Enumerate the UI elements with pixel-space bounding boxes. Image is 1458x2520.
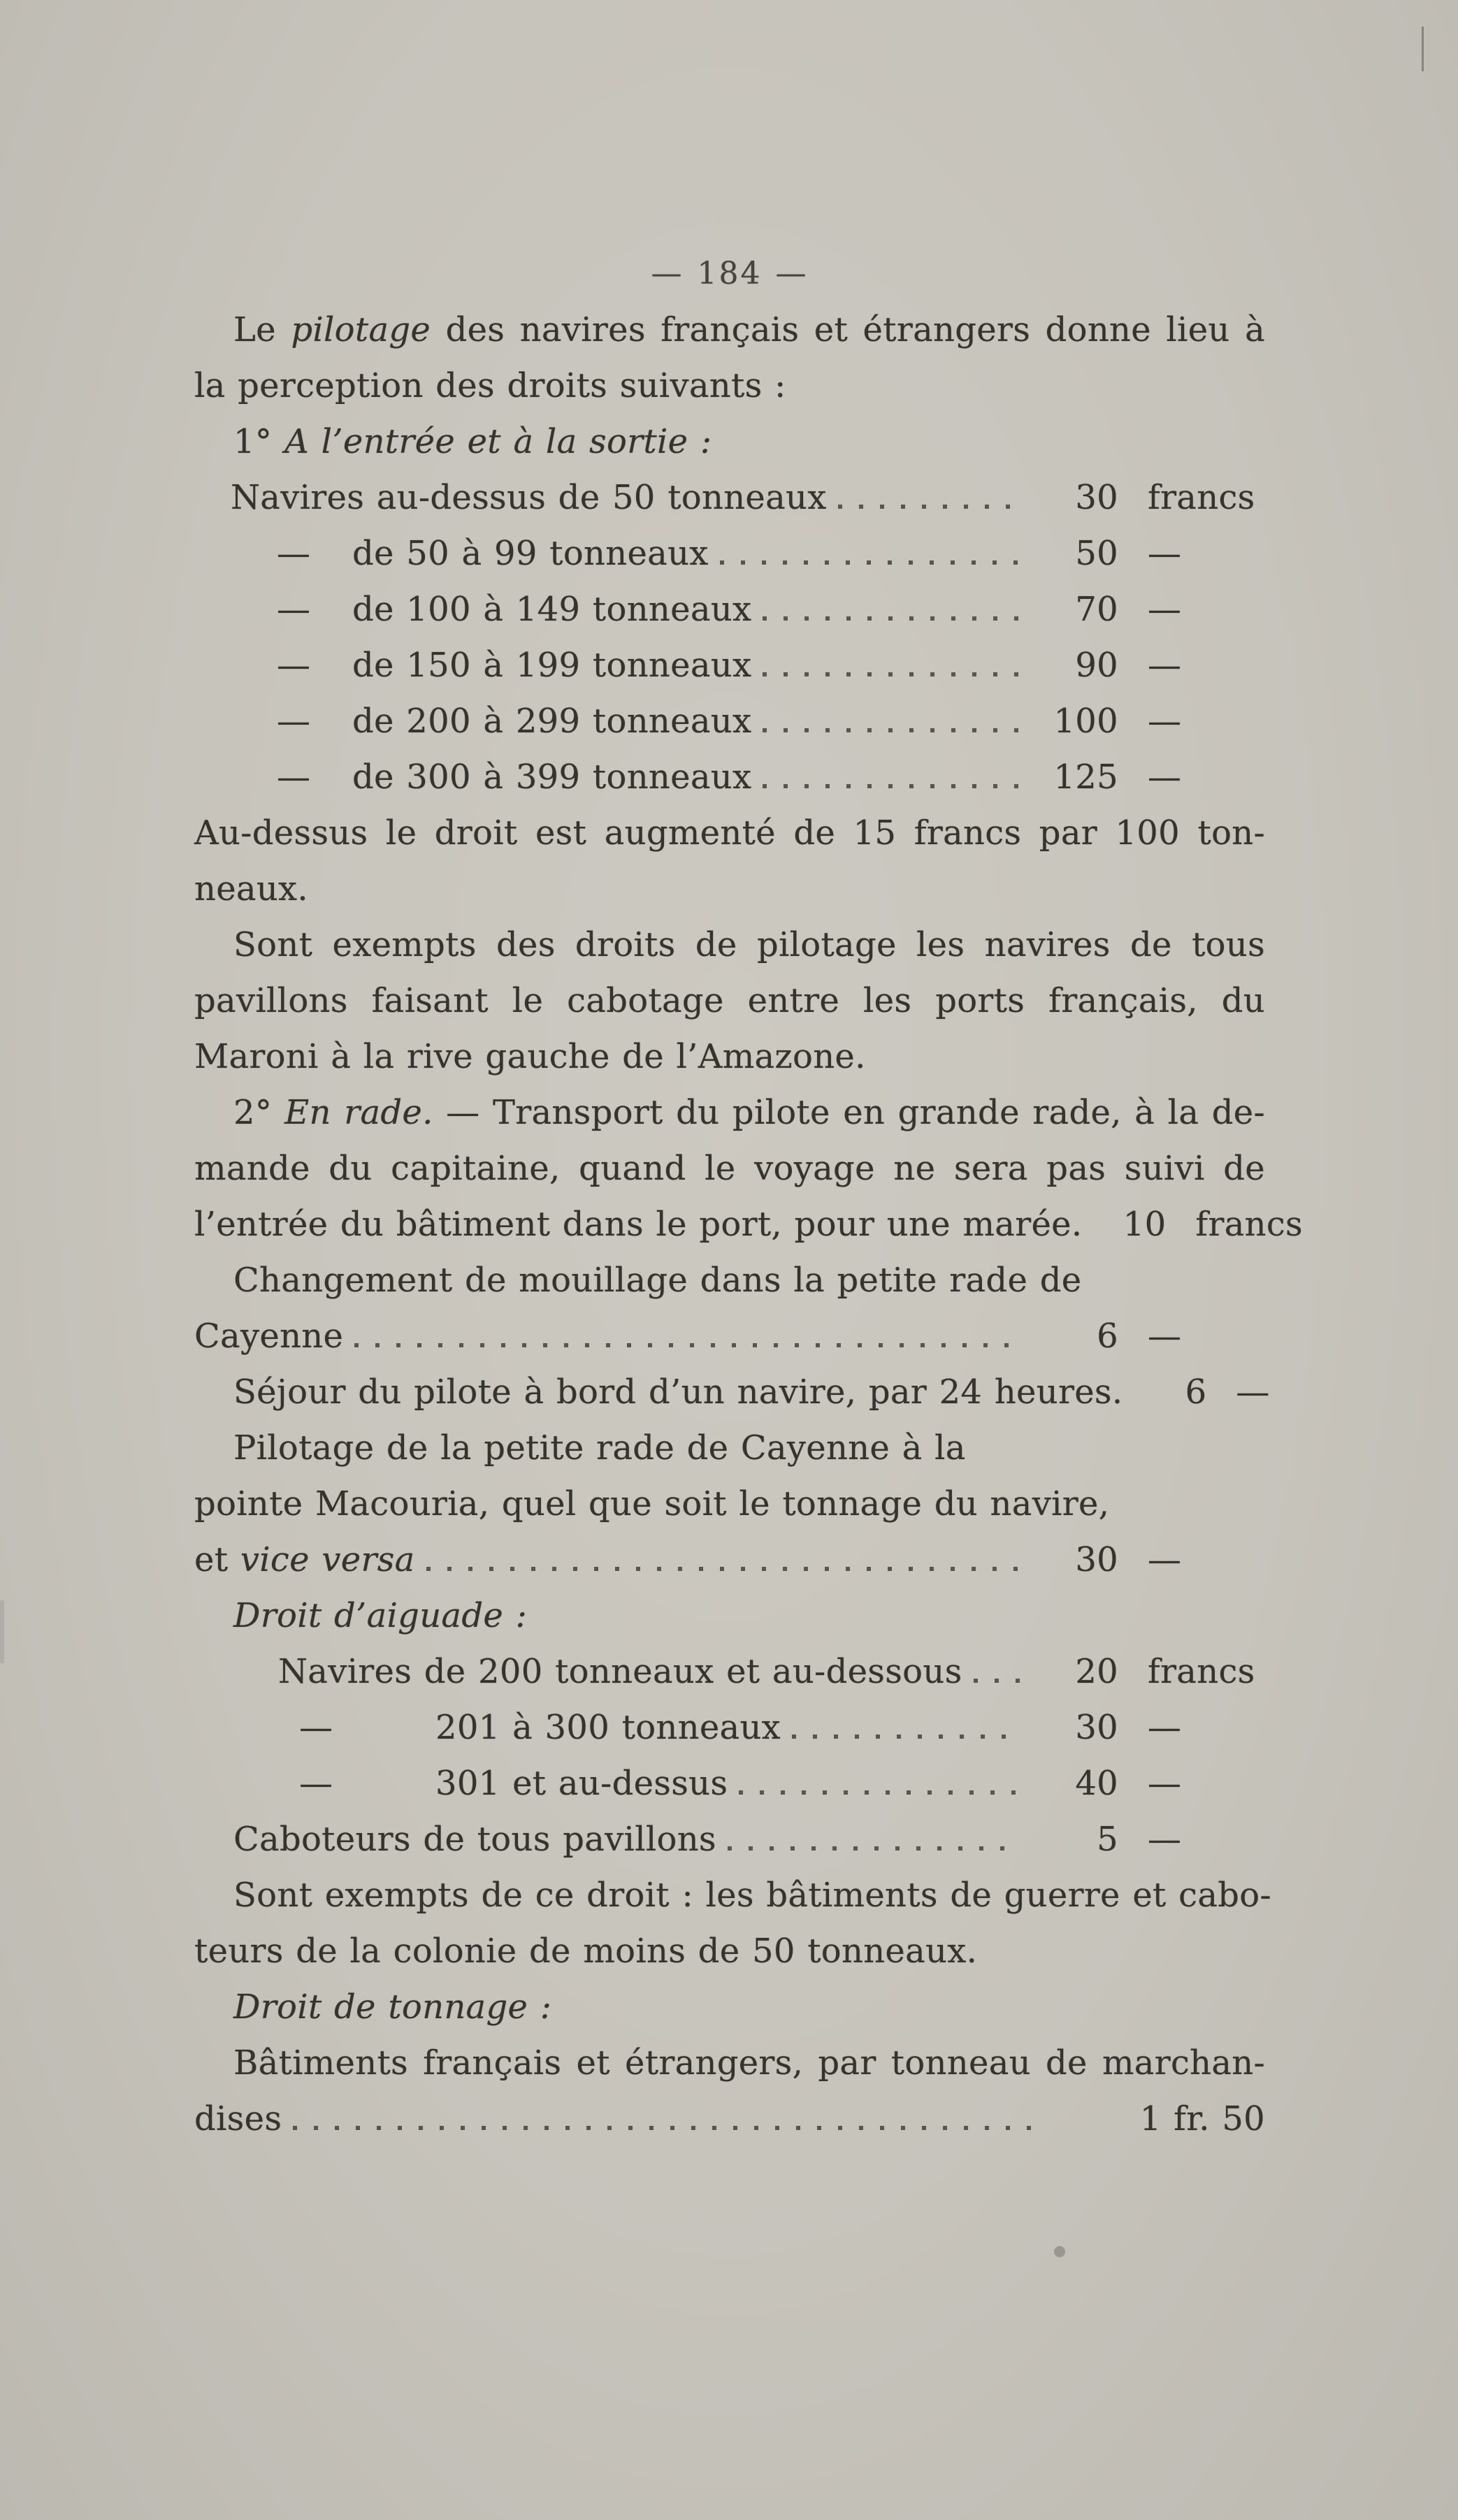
mouillage-line-1: Changement de mouillage dans la petite rade de [233,1261,1082,1300]
dot-leader [426,1567,1020,1571]
en-rade-line-2: mande du capitaine, quand le voyage ne sera pas suivi de [194,1149,1265,1188]
row-unit: — [1148,702,1182,741]
en-rade-paragraph [194,1085,1303,1252]
italic-term-vice-versa: vice versa [240,1540,415,1579]
table-row [278,1644,1265,1700]
row-unit: — [1148,1820,1182,1859]
intro-paragraph [194,302,1265,414]
row-label: de 150 à 199 tonneaux [352,646,752,685]
row-unit: — [1148,758,1182,797]
en-rade-line-1 [194,1085,1265,1140]
row-unit: francs [1148,1652,1255,1691]
row-value: 30 [1075,478,1118,517]
scan-artifact-line [1422,27,1424,71]
row-label: dises [194,2099,282,2138]
row-value: 125 [1053,758,1118,797]
pilotage-exemption-paragraph [194,917,1265,1085]
row-label: Navires de 200 tonneaux et au-dessous [278,1652,962,1691]
table-row [277,693,1265,749]
surcharge-paragraph [194,805,1265,917]
row-value: 6 [1185,1373,1207,1412]
section2-number: 2° [233,1093,273,1132]
row-value: 5 [1097,1820,1118,1859]
row-value: 70 [1075,590,1118,629]
section1-heading [194,414,1265,470]
row-label: Navires au-dessus de 50 tonneaux [231,478,827,517]
dot-leader [720,560,1020,565]
mouillage-amount-line [194,1308,1265,1364]
aiguade-heading-text: Droit d’aiguade : [233,1596,528,1635]
intro-text-a: Le [233,310,291,349]
row-label: de 300 à 399 tonneaux [352,758,752,797]
surcharge-line-2: neaux. [194,869,308,908]
intro-line-2: la perception des droits suivants : [194,366,786,405]
sejour-line [194,1364,1270,1420]
surcharge-line-1: Au-dessus le droit est augmenté de 15 francs par 100 ton- [194,813,1265,853]
tonnage-paragraph [194,2035,1265,2147]
macouria-text: et [194,1540,240,1579]
page-number: — 184 — [651,256,809,291]
en-rade-text: — Transport du pilote en grande rade, à la de- [433,1093,1265,1132]
en-rade-amount-line [194,1196,1303,1252]
row-label: Séjour du pilote à bord d’un navire, par 24 heures. [233,1373,1123,1412]
dot-leader [838,505,1020,509]
row-value: 10 [1123,1205,1167,1244]
row-label: de 50 à 99 tonneaux [352,534,709,573]
exemption1-line-3: Maroni à la rive gauche de l’Amazone. [194,1037,866,1076]
macouria-amount-line [194,1532,1265,1588]
row-dash: — [277,702,311,741]
table-row [277,526,1265,581]
row-value: 40 [1075,1764,1118,1803]
table-row [277,637,1265,693]
row-unit: francs [1195,1205,1303,1244]
row-value: 30 [1075,1708,1118,1747]
scan-artifact-smudge [0,1600,4,1663]
row-unit: — [1148,1317,1182,1356]
table-row [231,470,1265,526]
dot-leader [354,1343,1020,1347]
row-value: 30 [1075,1540,1118,1579]
dot-leader [974,1679,1020,1683]
macouria-line-1: Pilotage de la petite rade de Cayenne à la [233,1428,966,1468]
scan-artifact-dot [1054,2246,1065,2257]
exemption2-line-2: teurs de la colonie de moins de 50 tonneaux. [194,1932,978,1971]
row-label: de 200 à 299 tonneaux [352,702,752,741]
row-value: 100 [1053,702,1118,741]
table-row [299,1700,1265,1755]
row-label: de 100 à 149 tonneaux [352,590,752,629]
tonnage-heading [194,1979,1265,2035]
row-value: 6 [1097,1317,1118,1356]
row-unit: — [1148,646,1182,685]
row-unit: — [1148,1540,1182,1579]
dot-leader [763,728,1020,732]
section1-number: 1° [233,422,273,461]
row-unit: francs [1148,478,1255,517]
aiguade-exemption-paragraph [194,1867,1272,1979]
dot-leader [293,2126,1034,2130]
dot-leader [763,784,1020,788]
mouillage-paragraph [194,1252,1265,1364]
row-label: Cayenne [194,1317,344,1356]
tonnage-heading-text: Droit de tonnage : [233,1987,552,2027]
table-row [233,1811,1265,1867]
tonnage-amount-line [194,2091,1265,2147]
dot-leader [763,616,1020,621]
row-dash: — [277,534,311,573]
dot-leader [792,1735,1020,1739]
exemption1-line-2: pavillons faisant le cabotage entre les ports français, du [194,981,1265,1020]
macouria-paragraph [194,1420,1265,1588]
row-label: 201 à 300 tonneaux [435,1708,781,1747]
row-unit: — [1148,1764,1182,1803]
row-dash: — [277,758,311,797]
italic-term-pilotage: pilotage [291,310,431,349]
dot-leader [763,672,1020,676]
row-label [194,1532,415,1588]
row-unit: — [1148,590,1182,629]
dot-leader [728,1846,1020,1851]
aiguade-rates-table [194,1644,1265,1867]
table-row [277,581,1265,637]
row-value: 90 [1075,646,1118,685]
macouria-line-2: pointe Macouria, quel que soit le tonnage du navire, [194,1484,1110,1523]
exemption1-line-1: Sont exempts des droits de pilotage les navires de tous [233,925,1265,964]
intro-text-c: des navires français et étrangers donne lieu à [431,310,1265,349]
intro-line-1 [194,302,1265,358]
row-unit: — [1148,534,1182,573]
table-row [299,1755,1265,1811]
dot-leader [739,1790,1020,1795]
row-label: l’entrée du bâtiment dans le port, pour une marée. [194,1205,1083,1244]
tonnage-line-1: Bâtiments français et étrangers, par tonneau de marchan- [233,2043,1265,2083]
row-dash: — [299,1764,333,1803]
row-dash: — [277,646,311,685]
table-row [277,749,1265,805]
row-unit: — [1148,1708,1182,1747]
aiguade-heading [194,1588,1265,1644]
text-block [194,246,1303,2147]
row-unit: — [1236,1373,1270,1412]
row-dash: — [277,590,311,629]
row-value: 50 [1075,534,1118,573]
section1-title: A l’entrée et à la sortie : [284,422,712,461]
entry-rates-table [194,470,1265,805]
section2-title: En rade. [284,1093,433,1132]
row-dash: — [299,1708,333,1747]
row-label: Caboteurs de tous pavillons [233,1820,716,1859]
row-label: 301 et au-dessus [435,1764,728,1803]
row-value: 1 fr. 50 [1139,2099,1265,2138]
exemption2-line-1: Sont exempts de ce droit : les bâtiments de guerre et cabo- [233,1876,1272,1915]
row-value: 20 [1075,1652,1118,1691]
